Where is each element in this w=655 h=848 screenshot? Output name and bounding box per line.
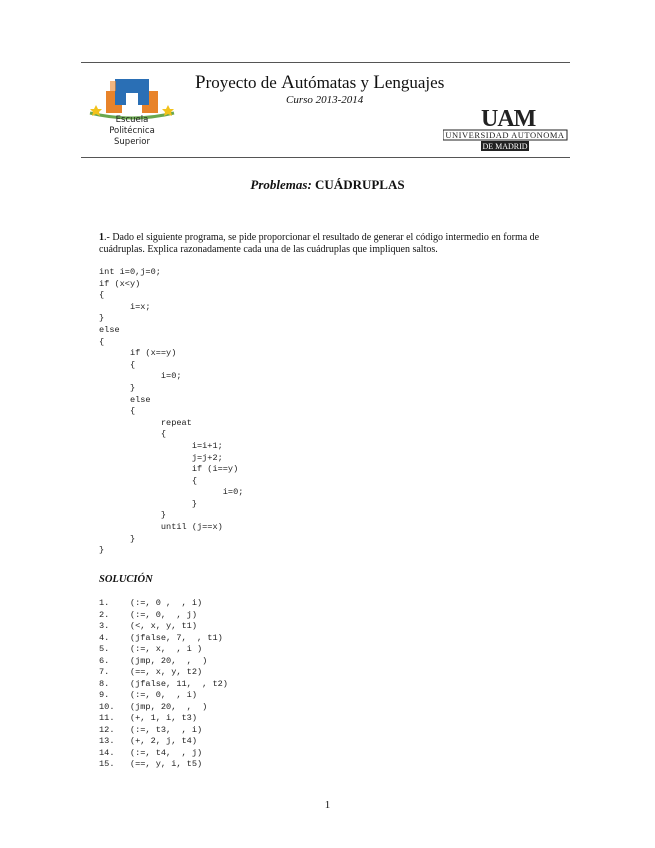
code-line: j=j+2; <box>99 452 223 463</box>
header-bottom-rule <box>81 157 570 158</box>
quadruple-item: 2. (:=, 0, , j) <box>99 609 197 620</box>
course-year: Curso 2013-2014 <box>286 94 364 106</box>
question-statement <box>99 232 559 256</box>
code-line: { <box>99 290 105 301</box>
code-line: } <box>99 313 105 324</box>
code-line: if (i==y) <box>99 464 239 475</box>
code-line: repeat <box>99 417 192 428</box>
course-title <box>195 72 444 94</box>
quadruple-item: 4. (jfalse, 7, , t1) <box>99 632 223 643</box>
quadruple-item: 10. (jmp, 20, , ) <box>99 701 208 712</box>
code-line: { <box>99 475 197 486</box>
quadruple-item: 13. (+, 2, j, t4) <box>99 736 197 746</box>
page-title <box>0 177 655 193</box>
title-topic: CUÁDRUPLAS <box>315 177 405 192</box>
quadruple-item: 3. (<, x, y, t1) <box>99 621 197 631</box>
eps-line-3: Superior <box>114 137 150 147</box>
code-line: i=x; <box>99 301 151 312</box>
code-line: if (x==y) <box>99 348 177 359</box>
quadruple-item: 15. (==, y, i, t5) <box>99 759 203 769</box>
title-initial-a: A <box>281 72 295 93</box>
code-line: int i=0,j=0; <box>99 267 161 277</box>
code-line: until (j==x) <box>99 522 223 533</box>
quadruple-item: 1. (:=, 0 , , i) <box>99 598 203 608</box>
quadruple-item: 11. (+, 1, i, t3) <box>99 713 197 723</box>
uam-city: DE MADRID <box>482 142 528 151</box>
eps-line-2: Politécnica <box>109 126 155 136</box>
code-line: { <box>99 359 136 370</box>
quadruple-item: 7. (==, x, y, t2) <box>99 667 203 677</box>
quadruple-item: 12. (:=, t3, , i) <box>99 724 203 735</box>
code-line: } <box>99 382 136 393</box>
code-line: } <box>99 510 167 521</box>
header-top-rule <box>81 62 570 63</box>
title-part-3: enguajes <box>384 73 445 92</box>
code-line: else <box>99 394 151 405</box>
solution-heading: SOLUCIÓN <box>99 574 153 585</box>
quadruple-item: 9. (:=, 0, , i) <box>99 690 197 700</box>
uam-university-name: UNIVERSIDAD AUTONOMA <box>445 130 565 140</box>
program-code <box>99 267 243 557</box>
question-number: 1 <box>99 232 104 243</box>
title-prefix: Problemas: <box>250 177 312 192</box>
title-initial-p: P <box>195 72 206 93</box>
uam-mark: UAM <box>481 106 536 132</box>
code-line: i=0; <box>99 487 244 498</box>
code-line: } <box>99 498 197 509</box>
quadruple-item: 6. (jmp, 20, , ) <box>99 655 208 666</box>
quadruple-item: 14. (:=, t4, , j) <box>99 747 203 758</box>
code-line: } <box>99 545 105 556</box>
quadruple-item: 8. (jfalse, 11, , t2) <box>99 678 228 689</box>
title-initial-l: L <box>373 72 385 93</box>
code-line: else <box>99 324 120 335</box>
question-text: .- Dado el siguiente programa, se pide proporcionar el resultado de generar el código intermedio en forma de cuádruplas. Explica razonadamente cada una de las cuádruplas que impliquen saltos. <box>99 232 540 255</box>
quadruple-list <box>99 598 228 771</box>
code-line: i=i+1; <box>99 440 223 451</box>
eps-school-name <box>106 115 158 148</box>
title-part-1: royecto de <box>205 73 282 92</box>
code-line: { <box>99 406 136 417</box>
page-number: 1 <box>324 799 331 811</box>
quadruple-item: 5. (:=, x, , i ) <box>99 644 203 654</box>
title-part-2: utómatas y <box>294 73 374 92</box>
eps-line-1: Escuela <box>115 115 149 125</box>
code-line: { <box>99 336 105 347</box>
code-line: } <box>99 533 136 544</box>
code-line: i=0; <box>99 371 182 382</box>
uam-logo <box>443 104 568 152</box>
code-line: { <box>99 429 167 440</box>
code-line: if (x<y) <box>99 278 141 289</box>
